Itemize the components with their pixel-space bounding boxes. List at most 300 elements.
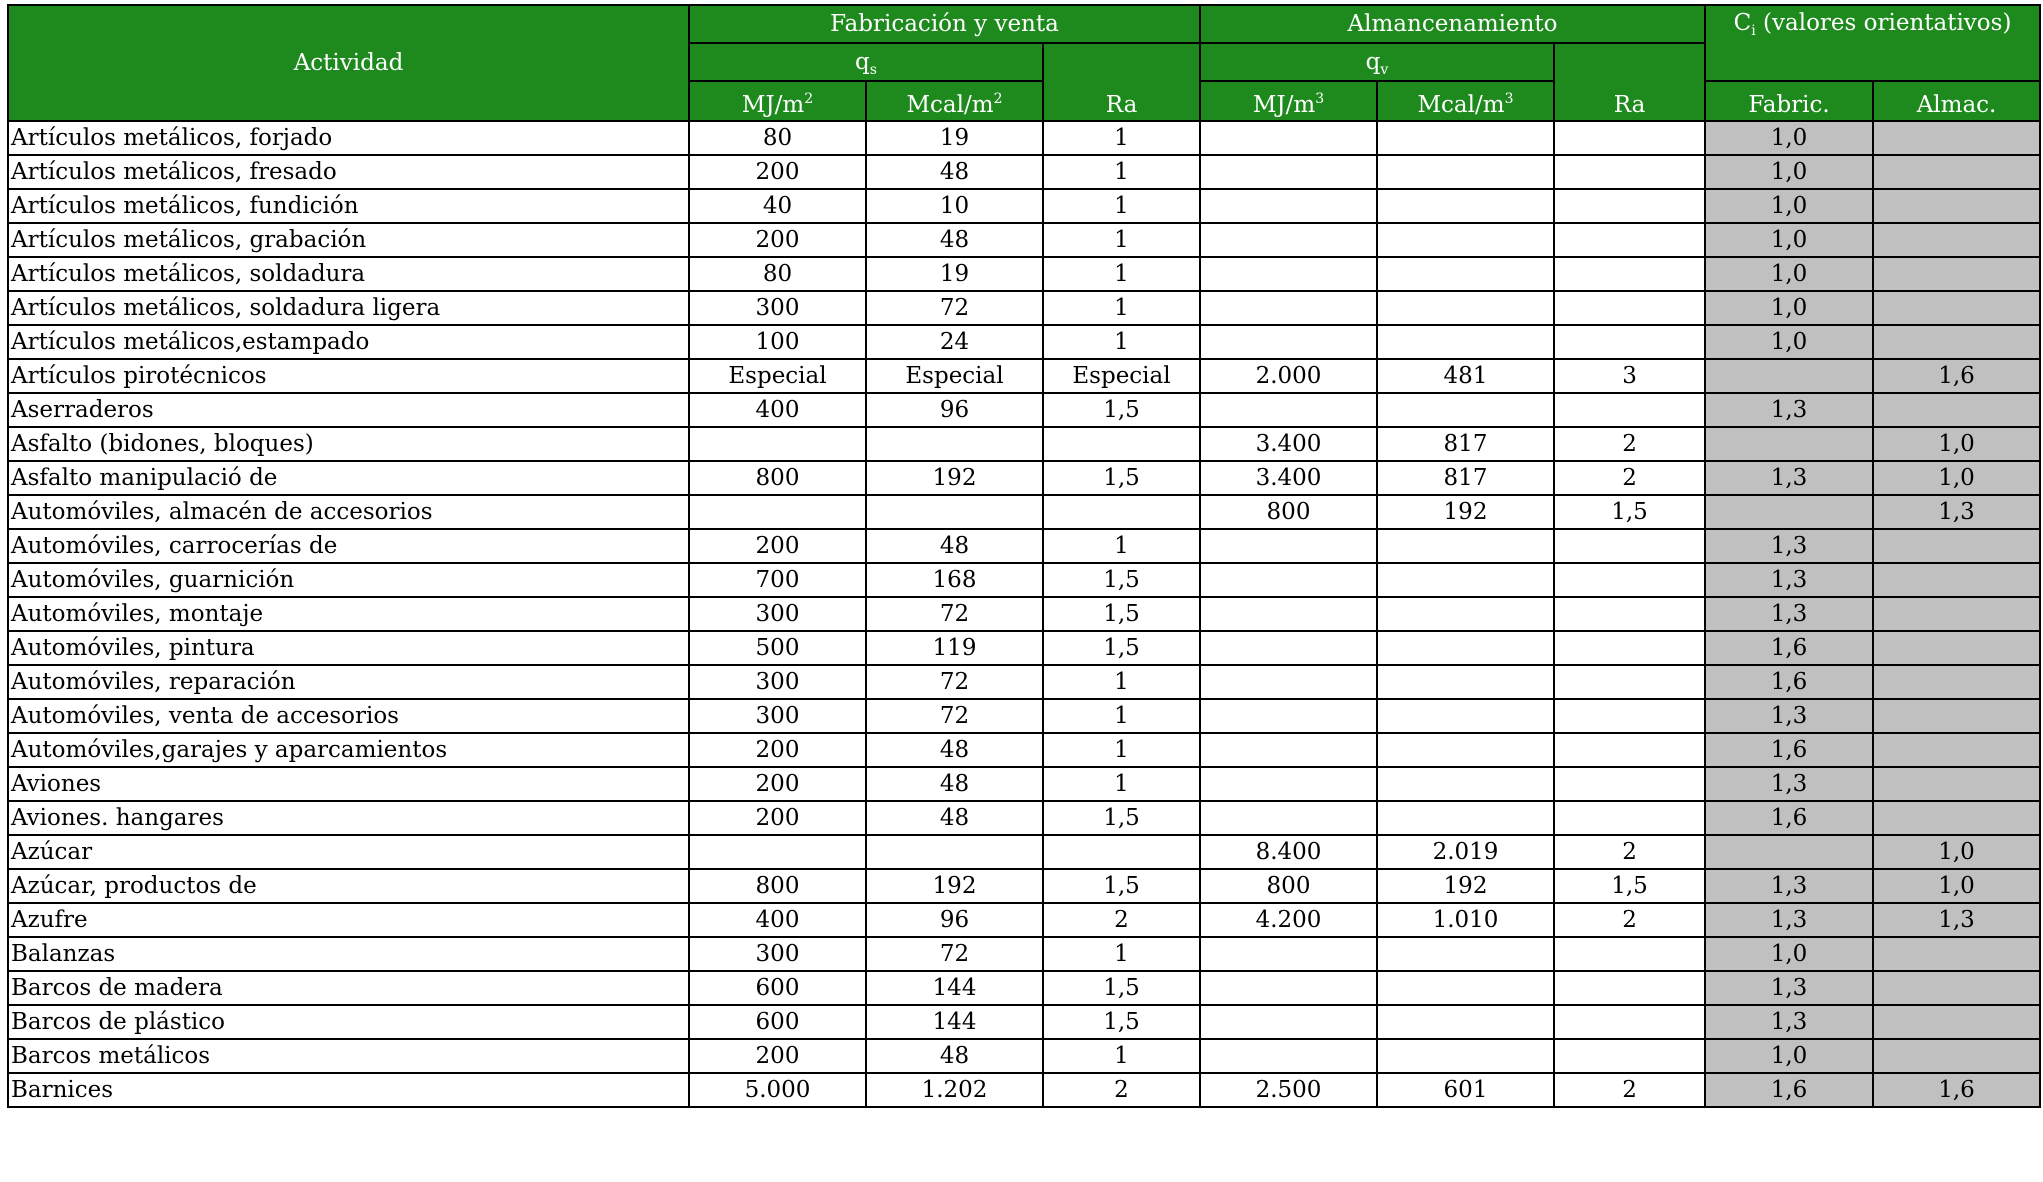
cell-qs-mcal: 19 [866,121,1043,155]
cell-qs-mcal: 24 [866,325,1043,359]
cell-ra-alm: 1,5 [1554,495,1705,529]
cell-ci-fabric [1705,835,1873,869]
cell-qs-mj: 200 [689,801,866,835]
cell-ci-fabric: 1,3 [1705,597,1873,631]
cell-ci-almac [1873,155,2040,189]
cell-qs-mcal: 48 [866,223,1043,257]
cell-ci-fabric: 1,0 [1705,121,1873,155]
cell-qv-mj: 3.400 [1200,427,1377,461]
cell-ra-fab: 1,5 [1043,597,1200,631]
cell-qv-mcal [1377,393,1554,427]
cell-actividad: Automóviles,garajes y aparcamientos [8,733,689,767]
cell-ci-almac [1873,529,2040,563]
cell-ra-alm [1554,699,1705,733]
cell-ci-almac [1873,937,2040,971]
cell-ra-fab: 1 [1043,325,1200,359]
cell-ci-fabric: 1,3 [1705,767,1873,801]
cell-actividad: Automóviles, almacén de accesorios [8,495,689,529]
cell-ra-fab: 1 [1043,291,1200,325]
table-row [8,427,2040,461]
table-row [8,393,2040,427]
cell-qs-mcal: 19 [866,257,1043,291]
cell-qv-mj [1200,699,1377,733]
table-row [8,121,2040,155]
cell-qv-mj: 2.500 [1200,1073,1377,1107]
table-row [8,257,2040,291]
cell-ra-alm [1554,733,1705,767]
cell-qv-mcal [1377,937,1554,971]
cell-qs-mcal: Especial [866,359,1043,393]
cell-qv-mcal: 817 [1377,461,1554,495]
cell-qv-mcal [1377,631,1554,665]
cell-actividad: Azúcar, productos de [8,869,689,903]
cell-ci-almac: 1,0 [1873,427,2040,461]
cell-qv-mcal [1377,529,1554,563]
cell-ra-alm: 2 [1554,835,1705,869]
cell-qs-mcal: 1.202 [866,1073,1043,1107]
cell-qs-mj: 300 [689,699,866,733]
header-mj-m2: $MJ/m^2$ [689,81,866,121]
cell-qs-mj [689,427,866,461]
cell-ci-almac [1873,801,2040,835]
cell-ra-alm [1554,631,1705,665]
cell-ci-almac [1873,665,2040,699]
header-mcal-m2: Mcal/$m^2$ [866,81,1043,121]
cell-qv-mj [1200,189,1377,223]
cell-ra-alm [1554,189,1705,223]
table-row [8,597,2040,631]
cell-qv-mj [1200,937,1377,971]
cell-ci-fabric: 1,0 [1705,155,1873,189]
cell-actividad: Barcos de plástico [8,1005,689,1039]
cell-ci-almac: 1,3 [1873,495,2040,529]
cell-ra-fab: 1 [1043,155,1200,189]
cell-qv-mcal [1377,189,1554,223]
cell-qv-mcal [1377,767,1554,801]
cell-qs-mj: 700 [689,563,866,597]
cell-qv-mcal [1377,665,1554,699]
cell-qv-mcal [1377,291,1554,325]
cell-ra-fab: 1 [1043,189,1200,223]
cell-qv-mcal [1377,971,1554,1005]
cell-qs-mj: 800 [689,869,866,903]
table-row [8,835,2040,869]
cell-ci-fabric: 1,6 [1705,665,1873,699]
cell-qs-mj: 400 [689,903,866,937]
cell-ci-fabric: 1,3 [1705,699,1873,733]
table-row [8,529,2040,563]
cell-ra-fab: 1,5 [1043,869,1200,903]
cell-ci-almac: 1,0 [1873,869,2040,903]
cell-actividad: Artículos metálicos, forjado [8,121,689,155]
cell-ci-almac [1873,563,2040,597]
cell-ci-almac: 1,6 [1873,359,2040,393]
cell-qv-mcal: 481 [1377,359,1554,393]
cell-qs-mcal: 96 [866,903,1043,937]
cell-ci-almac: 1,0 [1873,461,2040,495]
cell-ci-almac [1873,733,2040,767]
cell-qv-mj [1200,563,1377,597]
table-row [8,495,2040,529]
table-row [8,461,2040,495]
table-row [8,631,2040,665]
cell-ra-fab: 1,5 [1043,971,1200,1005]
cell-qs-mj: 300 [689,937,866,971]
cell-ra-alm [1554,801,1705,835]
cell-ci-fabric: 1,6 [1705,801,1873,835]
cell-ci-fabric: 1,0 [1705,291,1873,325]
cell-actividad: Automóviles, venta de accesorios [8,699,689,733]
table-row [8,223,2040,257]
cell-qs-mcal: 72 [866,597,1043,631]
cell-qs-mj: 200 [689,767,866,801]
cell-ci-fabric: 1,3 [1705,563,1873,597]
cell-qs-mj: 500 [689,631,866,665]
cell-ci-almac [1873,767,2040,801]
cell-qs-mcal: 72 [866,699,1043,733]
header-mj-m3: $MJ/m^3$ [1200,81,1377,121]
cell-qv-mcal [1377,597,1554,631]
cell-ci-fabric: 1,0 [1705,1039,1873,1073]
cell-qv-mj [1200,767,1377,801]
cell-ci-almac [1873,291,2040,325]
header-ra-almacenamiento: Ra [1554,43,1705,121]
cell-ra-alm [1554,155,1705,189]
table-row [8,291,2040,325]
cell-ra-fab: 1 [1043,257,1200,291]
cell-ra-fab: 1,5 [1043,563,1200,597]
table-row [8,155,2040,189]
cell-qv-mcal [1377,563,1554,597]
cell-qs-mj: 5.000 [689,1073,866,1107]
cell-qs-mcal [866,835,1043,869]
cell-qs-mj: 200 [689,733,866,767]
cell-ra-alm [1554,529,1705,563]
cell-qv-mcal: 1.010 [1377,903,1554,937]
cell-ci-fabric: 1,3 [1705,393,1873,427]
cell-qs-mcal: 48 [866,801,1043,835]
cell-qs-mcal: 96 [866,393,1043,427]
cell-ci-fabric: 1,0 [1705,325,1873,359]
cell-ra-alm: 3 [1554,359,1705,393]
table-row [8,325,2040,359]
cell-qs-mcal: 48 [866,1039,1043,1073]
cell-ci-almac: 1,0 [1873,835,2040,869]
cell-actividad: Artículos metálicos, grabación [8,223,689,257]
table-row [8,903,2040,937]
cell-qv-mj [1200,291,1377,325]
cell-qs-mj: 300 [689,597,866,631]
cell-qv-mj [1200,1005,1377,1039]
cell-qv-mj [1200,971,1377,1005]
table-row [8,869,2040,903]
cell-qv-mcal [1377,257,1554,291]
fire-load-table-container [7,4,2041,1108]
table-row [8,359,2040,393]
cell-qs-mcal: 192 [866,461,1043,495]
table-row [8,733,2040,767]
cell-qs-mj: 200 [689,223,866,257]
cell-ci-fabric: 1,3 [1705,971,1873,1005]
cell-actividad: Barnices [8,1073,689,1107]
cell-qs-mj: 200 [689,529,866,563]
cell-actividad: Automóviles, pintura [8,631,689,665]
cell-ra-fab: 1,5 [1043,461,1200,495]
cell-qs-mcal: 168 [866,563,1043,597]
cell-ra-fab: 1 [1043,937,1200,971]
cell-ci-fabric [1705,495,1873,529]
cell-ci-almac [1873,393,2040,427]
cell-ra-fab: 2 [1043,903,1200,937]
cell-actividad: Aserraderos [8,393,689,427]
cell-ra-alm: 1,5 [1554,869,1705,903]
fire-load-table [7,4,2041,1108]
cell-qs-mcal [866,495,1043,529]
cell-actividad: Aviones [8,767,689,801]
cell-ra-fab: 1 [1043,223,1200,257]
cell-qv-mcal [1377,223,1554,257]
cell-ci-fabric: 1,0 [1705,189,1873,223]
cell-qs-mcal [866,427,1043,461]
cell-qv-mcal [1377,699,1554,733]
cell-qv-mcal [1377,155,1554,189]
table-body [8,121,2040,1107]
cell-qv-mcal [1377,121,1554,155]
cell-qv-mcal [1377,1005,1554,1039]
cell-ra-fab: 1,5 [1043,801,1200,835]
cell-ra-alm [1554,291,1705,325]
cell-qv-mj [1200,529,1377,563]
header-ra-fabricacion: Ra [1043,43,1200,121]
cell-ra-alm: 2 [1554,461,1705,495]
cell-ci-almac: 1,3 [1873,903,2040,937]
cell-ra-fab: 2 [1043,1073,1200,1107]
cell-ra-alm [1554,767,1705,801]
cell-qv-mj [1200,121,1377,155]
cell-ci-almac [1873,971,2040,1005]
cell-qv-mcal [1377,801,1554,835]
cell-ra-fab [1043,427,1200,461]
cell-ci-almac [1873,257,2040,291]
header-almac: Almac. [1873,81,2040,121]
cell-ra-alm [1554,937,1705,971]
cell-qv-mcal: 817 [1377,427,1554,461]
cell-ra-fab: 1 [1043,1039,1200,1073]
cell-qv-mj [1200,1039,1377,1073]
header-qv: $q_v$ [1200,43,1554,81]
cell-qv-mj [1200,665,1377,699]
table-row [8,767,2040,801]
cell-ci-almac [1873,631,2040,665]
cell-ra-fab: Especial [1043,359,1200,393]
cell-ra-fab: 1 [1043,665,1200,699]
cell-actividad: Azúcar [8,835,689,869]
header-fabricacion-venta: Fabricación y venta [689,5,1200,43]
cell-ra-alm [1554,1005,1705,1039]
cell-qv-mcal: 192 [1377,869,1554,903]
cell-ra-fab: 1 [1043,733,1200,767]
cell-ra-alm [1554,121,1705,155]
cell-qs-mj: 100 [689,325,866,359]
table-row [8,699,2040,733]
table-row [8,937,2040,971]
cell-qs-mj: 600 [689,971,866,1005]
cell-qv-mcal: 192 [1377,495,1554,529]
cell-actividad: Artículos metálicos, fundición [8,189,689,223]
cell-qv-mj [1200,223,1377,257]
cell-qs-mj: 800 [689,461,866,495]
cell-qs-mj: 80 [689,257,866,291]
cell-qv-mj [1200,155,1377,189]
cell-qs-mcal: 144 [866,1005,1043,1039]
cell-ra-fab [1043,835,1200,869]
cell-ra-alm [1554,665,1705,699]
cell-qs-mcal: 192 [866,869,1043,903]
table-row [8,1073,2040,1107]
cell-qs-mj: 40 [689,189,866,223]
cell-ra-fab: 1,5 [1043,1005,1200,1039]
cell-ci-fabric: 1,0 [1705,257,1873,291]
cell-qv-mj: 8.400 [1200,835,1377,869]
cell-ci-fabric: 1,3 [1705,529,1873,563]
cell-qs-mcal: 10 [866,189,1043,223]
cell-ra-alm [1554,393,1705,427]
header-qs: $q_s$ [689,43,1043,81]
cell-qs-mj [689,495,866,529]
cell-qv-mj [1200,325,1377,359]
cell-qs-mcal: 48 [866,155,1043,189]
cell-qs-mcal: 48 [866,767,1043,801]
cell-qv-mj [1200,631,1377,665]
cell-qs-mj: 200 [689,155,866,189]
cell-qs-mj [689,835,866,869]
table-row [8,1039,2040,1073]
cell-actividad: Automóviles, reparación [8,665,689,699]
cell-actividad: Automóviles, carrocerías de [8,529,689,563]
cell-actividad: Artículos metálicos, fresado [8,155,689,189]
header-fabric: Fabric. [1705,81,1873,121]
header-ci-valores: $C_i$ (valores orientativos) [1705,5,2040,81]
cell-ra-alm [1554,1039,1705,1073]
cell-qv-mj: 800 [1200,495,1377,529]
cell-ra-alm [1554,325,1705,359]
cell-ci-almac [1873,121,2040,155]
cell-ci-fabric [1705,427,1873,461]
table-row [8,665,2040,699]
cell-qv-mj: 4.200 [1200,903,1377,937]
cell-qv-mj [1200,597,1377,631]
cell-ci-fabric: 1,3 [1705,903,1873,937]
cell-qs-mcal: 119 [866,631,1043,665]
cell-actividad: Artículos metálicos, soldadura ligera [8,291,689,325]
cell-qs-mj: 400 [689,393,866,427]
cell-ci-almac [1873,325,2040,359]
cell-ci-fabric [1705,359,1873,393]
header-actividad: Actividad [8,5,689,121]
cell-ra-fab: 1 [1043,699,1200,733]
cell-qv-mj [1200,393,1377,427]
cell-actividad: Aviones. hangares [8,801,689,835]
cell-ci-almac [1873,223,2040,257]
cell-qs-mj: 200 [689,1039,866,1073]
cell-actividad: Azufre [8,903,689,937]
cell-qv-mj [1200,801,1377,835]
cell-qv-mj: 2.000 [1200,359,1377,393]
cell-qs-mj: 300 [689,665,866,699]
cell-qv-mcal [1377,325,1554,359]
cell-ra-fab: 1,5 [1043,393,1200,427]
cell-qs-mj: 80 [689,121,866,155]
cell-actividad: Artículos metálicos, soldadura [8,257,689,291]
cell-ci-almac: 1,6 [1873,1073,2040,1107]
table-row [8,971,2040,1005]
header-almacenamiento: Almancenamiento [1200,5,1705,43]
table-row [8,189,2040,223]
cell-ci-almac [1873,597,2040,631]
cell-qv-mj [1200,733,1377,767]
cell-ra-alm [1554,597,1705,631]
cell-ci-almac [1873,189,2040,223]
cell-ci-almac [1873,1005,2040,1039]
cell-ci-almac [1873,699,2040,733]
cell-qs-mj: 300 [689,291,866,325]
cell-qv-mcal: 2.019 [1377,835,1554,869]
cell-qv-mcal [1377,1039,1554,1073]
cell-qv-mj [1200,257,1377,291]
table-row [8,563,2040,597]
cell-ra-alm: 2 [1554,427,1705,461]
cell-qs-mcal: 72 [866,937,1043,971]
cell-actividad: Artículos pirotécnicos [8,359,689,393]
cell-ra-alm: 2 [1554,1073,1705,1107]
cell-ra-fab [1043,495,1200,529]
cell-ra-fab: 1 [1043,529,1200,563]
cell-qs-mcal: 72 [866,665,1043,699]
cell-ra-alm [1554,223,1705,257]
cell-ra-fab: 1 [1043,767,1200,801]
table-header [8,5,2040,121]
cell-ci-fabric: 1,6 [1705,733,1873,767]
cell-ra-alm: 2 [1554,903,1705,937]
cell-ci-fabric: 1,0 [1705,223,1873,257]
cell-qv-mj: 800 [1200,869,1377,903]
cell-qs-mj: 600 [689,1005,866,1039]
table-row [8,801,2040,835]
cell-actividad: Balanzas [8,937,689,971]
cell-actividad: Artículos metálicos,estampado [8,325,689,359]
cell-actividad: Automóviles, montaje [8,597,689,631]
header-mcal-m3: Mcal/$m^3$ [1377,81,1554,121]
cell-qv-mj: 3.400 [1200,461,1377,495]
cell-qv-mcal [1377,733,1554,767]
cell-qs-mj: Especial [689,359,866,393]
cell-actividad: Barcos de madera [8,971,689,1005]
cell-ci-almac [1873,1039,2040,1073]
cell-actividad: Asfalto manipulació de [8,461,689,495]
cell-ra-fab: 1 [1043,121,1200,155]
cell-qs-mcal: 72 [866,291,1043,325]
cell-qv-mcal: 601 [1377,1073,1554,1107]
cell-ci-fabric: 1,3 [1705,869,1873,903]
cell-actividad: Barcos metálicos [8,1039,689,1073]
cell-ci-fabric: 1,3 [1705,1005,1873,1039]
cell-ci-fabric: 1,3 [1705,461,1873,495]
cell-actividad: Asfalto (bidones, bloques) [8,427,689,461]
table-row [8,1005,2040,1039]
cell-ra-fab: 1,5 [1043,631,1200,665]
cell-ci-fabric: 1,6 [1705,1073,1873,1107]
cell-qs-mcal: 48 [866,529,1043,563]
